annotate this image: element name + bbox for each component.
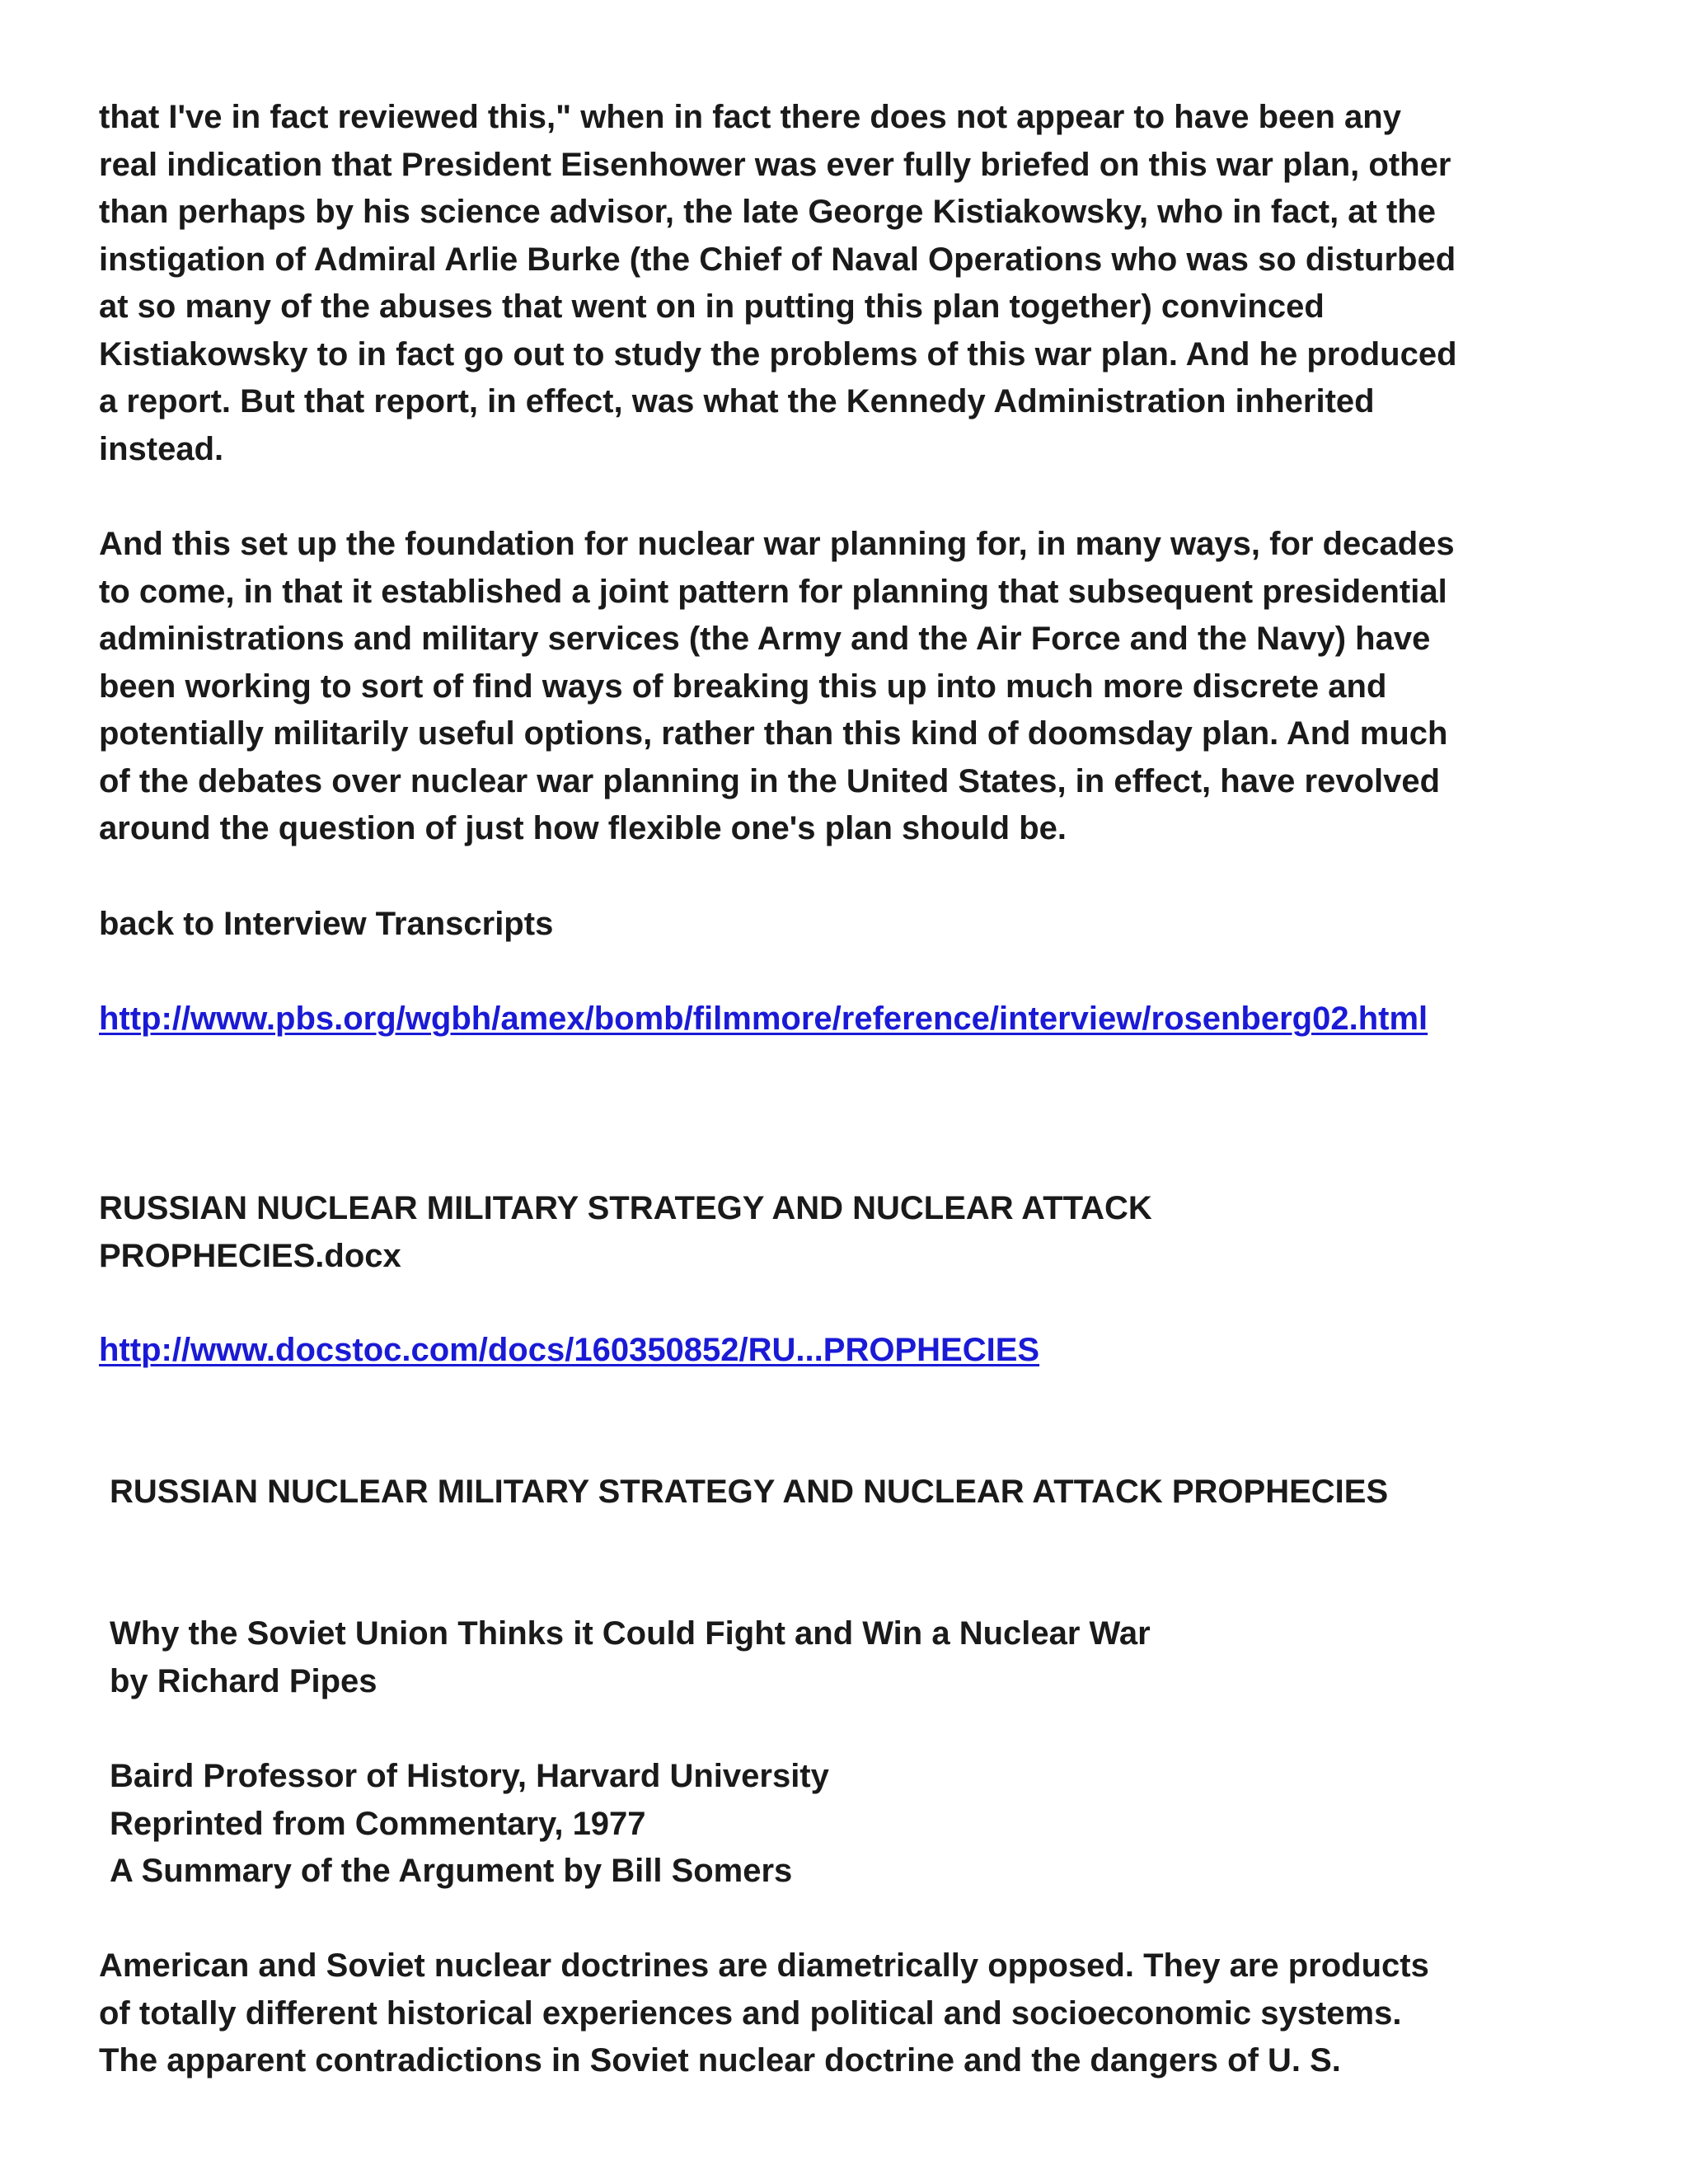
- article-title: Why the Soviet Union Thinks it Could Fight and Win a Nuclear War by Richard Pipes: [110, 1615, 1151, 1699]
- paragraph-1: that I've in fact reviewed this," when in fact there does not appear to have been any real indication that President Eisenhower was ever fully briefed on this war plan, other than perhaps by his science advisor, the late George Kistiakowsky, who in fact, at the instigation of Admiral Arlie Burke (the Chief of Naval Operations who was so disturbed at so many of the abuses that went on in putting this plan together) convinced Kistiakowsky to in fact go out to study the problems of this war plan. And he produced a report. But that report, in effect, was what the Kennedy Administration inherited instead.: [99, 99, 1457, 467]
- author-info: Baird Professor of History, Harvard University Reprinted from Commentary, 1977 A Summary of the Argument by Bill Somers: [110, 1758, 829, 1889]
- back-to-transcripts-text: back to Interview Transcripts: [99, 906, 554, 942]
- paragraph-2: And this set up the foundation for nuclear war planning for, in many ways, for decades to come, in that it established a joint pattern for planning that subsequent presidential administrations and military services (the Army and the Air Force and the Navy) have been working to sort of find ways of breaking this up into much more discrete and potentially militarily useful options, rather than this kind of doomsday plan. And much of the debates over nuclear war planning in the United States, in effect, have revolved around the question of just how flexible one's plan should be.: [99, 526, 1455, 846]
- pbs-interview-link[interactable]: http://www.pbs.org/wgbh/amex/bomb/filmmore/reference/interview/rosenberg02.html: [99, 1001, 1428, 1037]
- paragraph-3: American and Soviet nuclear doctrines are diametrically opposed. They are products of totally different historical experiences and political and socioeconomic systems. The apparent contradictions in Soviet nuclear doctrine and the dangers of U. S.: [99, 1947, 1429, 2079]
- docstoc-link[interactable]: http://www.docstoc.com/docs/160350852/RU...PROPHECIES: [99, 1332, 1040, 1368]
- main-heading: RUSSIAN NUCLEAR MILITARY STRATEGY AND NUCLEAR ATTACK PROPHECIES: [110, 1474, 1389, 1510]
- docx-heading: RUSSIAN NUCLEAR MILITARY STRATEGY AND NUCLEAR ATTACK PROPHECIES.docx: [99, 1190, 1152, 1274]
